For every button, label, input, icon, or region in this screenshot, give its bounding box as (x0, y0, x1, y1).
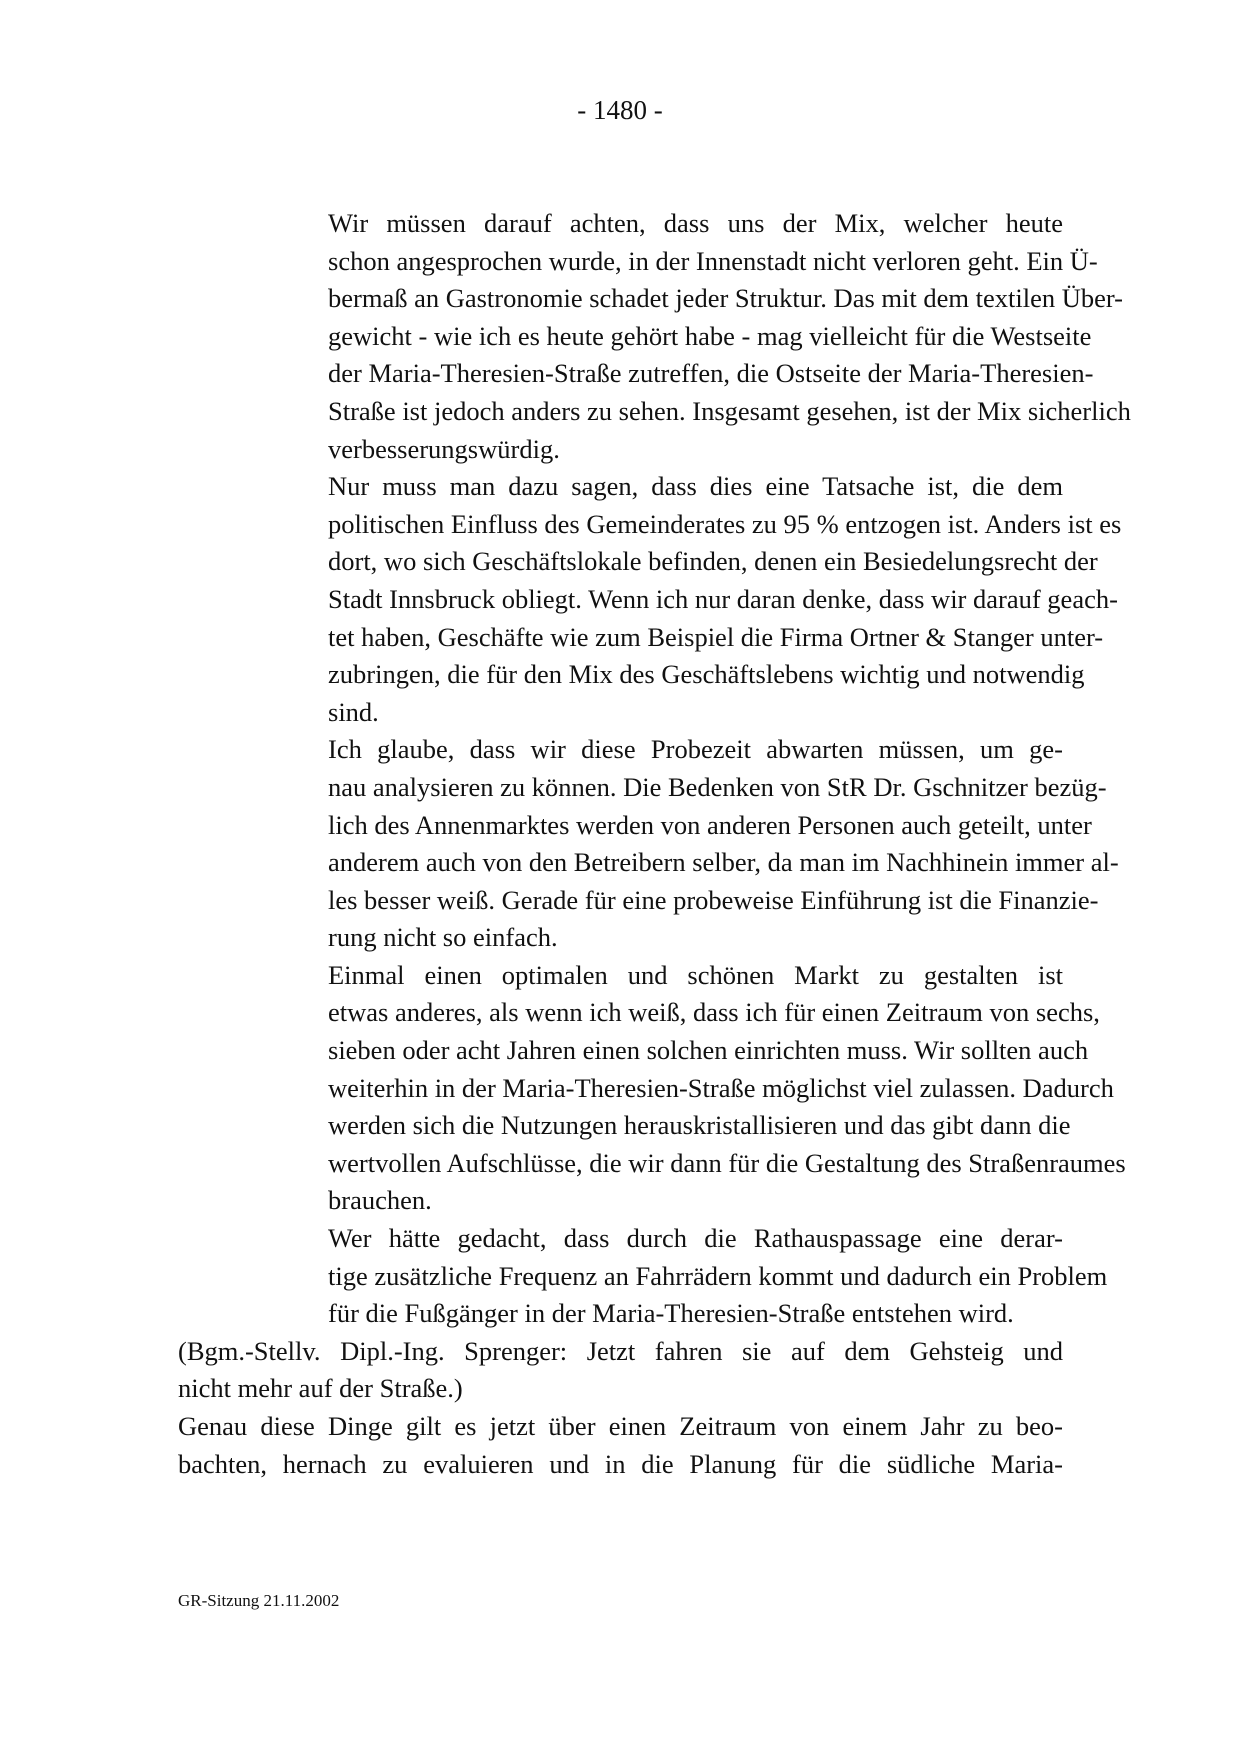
text-line: bermaß an Gastronomie schadet jeder Struktur. Das mit dem textilen Über- (328, 283, 1123, 314)
text-line: bachten, hernach zu evaluieren und in die Planung für die südliche Maria- (178, 1448, 1063, 1479)
text-line: anderem auch von den Betreibern selber, da man im Nachhinein immer al- (328, 847, 1119, 878)
text-line: tet haben, Geschäfte wie zum Beispiel die Firma Ortner & Stanger unter- (328, 621, 1104, 652)
text-line: etwas anderes, als wenn ich weiß, dass ich für einen Zeitraum von sechs, (328, 997, 1100, 1028)
text-line: Wer hätte gedacht, dass durch die Rathauspassage eine derar- (328, 1223, 1063, 1254)
text-line: schon angesprochen wurde, in der Innenstadt nicht verloren geht. Ein Ü- (328, 245, 1098, 276)
paragraph (178, 957, 1126, 1220)
document-body (178, 205, 1131, 1483)
text-line: lich des Annenmarktes werden von anderen Personen auch geteilt, unter (328, 809, 1092, 840)
text-line: verbesserungswürdig. (328, 433, 560, 464)
text-line: les besser weiß. Gerade für eine probeweise Einführung ist die Finanzie- (328, 884, 1099, 915)
text-line: sind. (328, 696, 379, 727)
paragraph (178, 468, 1122, 731)
text-line: dort, wo sich Geschäftslokale befinden, denen ein Besiedelungsrecht der (328, 546, 1098, 577)
paragraph (178, 731, 1119, 957)
paragraph (178, 1220, 1108, 1333)
text-line: rung nicht so einfach. (328, 922, 558, 953)
page-number: - 1480 - (577, 95, 663, 125)
text-line: (Bgm.-Stellv. Dipl.-Ing. Sprenger: Jetzt fahren sie auf dem Gehsteig und (178, 1335, 1063, 1366)
text-line: nau analysieren zu können. Die Bedenken von StR Dr. Gschnitzer bezüg- (328, 771, 1107, 802)
text-line: Einmal einen optimalen und schönen Markt zu gestalten ist (328, 959, 1063, 990)
paragraph (178, 1408, 1063, 1483)
text-line: weiterhin in der Maria-Theresien-Straße möglichst viel zulassen. Dadurch (328, 1072, 1114, 1103)
text-line: Straße ist jedoch anders zu sehen. Insgesamt gesehen, ist der Mix sicherlich (328, 395, 1131, 426)
text-line: Stadt Innsbruck obliegt. Wenn ich nur daran denke, dass wir darauf geach- (328, 583, 1118, 614)
text-line: für die Fußgänger in der Maria-Theresien-Straße entstehen wird. (328, 1298, 1014, 1329)
text-line: gewicht - wie ich es heute gehört habe - mag vielleicht für die Westseite (328, 320, 1092, 351)
paragraph (178, 1333, 1063, 1408)
text-line: Ich glaube, dass wir diese Probezeit abwarten müssen, um ge- (328, 734, 1063, 765)
text-line: sieben oder acht Jahren einen solchen einrichten muss. Wir sollten auch (328, 1035, 1089, 1066)
text-line: werden sich die Nutzungen herauskristallisieren und das gibt dann die (328, 1110, 1071, 1141)
text-line: wertvollen Aufschlüsse, die wir dann für die Gestaltung des Straßenraumes (328, 1147, 1126, 1178)
text-line: Genau diese Dinge gilt es jetzt über einen Zeitraum von einem Jahr zu beo- (178, 1411, 1063, 1441)
text-line: brauchen. (328, 1185, 432, 1216)
footer-session-date: GR-Sitzung 21.11.2002 (178, 1591, 340, 1610)
text-line: der Maria-Theresien-Straße zutreffen, die Ostseite der Maria-Theresien- (328, 358, 1094, 389)
text-line: Wir müssen darauf achten, dass uns der Mix, welcher heute (328, 208, 1063, 238)
text-line: politischen Einfluss des Gemeinderates zu 95 % entzogen ist. Anders ist es (328, 508, 1122, 539)
text-line: Nur muss man dazu sagen, dass dies eine Tatsache ist, die dem (328, 471, 1063, 502)
text-line: zubringen, die für den Mix des Geschäftslebens wichtig und notwendig (328, 659, 1085, 690)
text-line: tige zusätzliche Frequenz an Fahrrädern kommt und dadurch ein Problem (328, 1260, 1108, 1291)
text-line: nicht mehr auf der Straße.) (178, 1373, 463, 1404)
paragraph (178, 205, 1131, 468)
